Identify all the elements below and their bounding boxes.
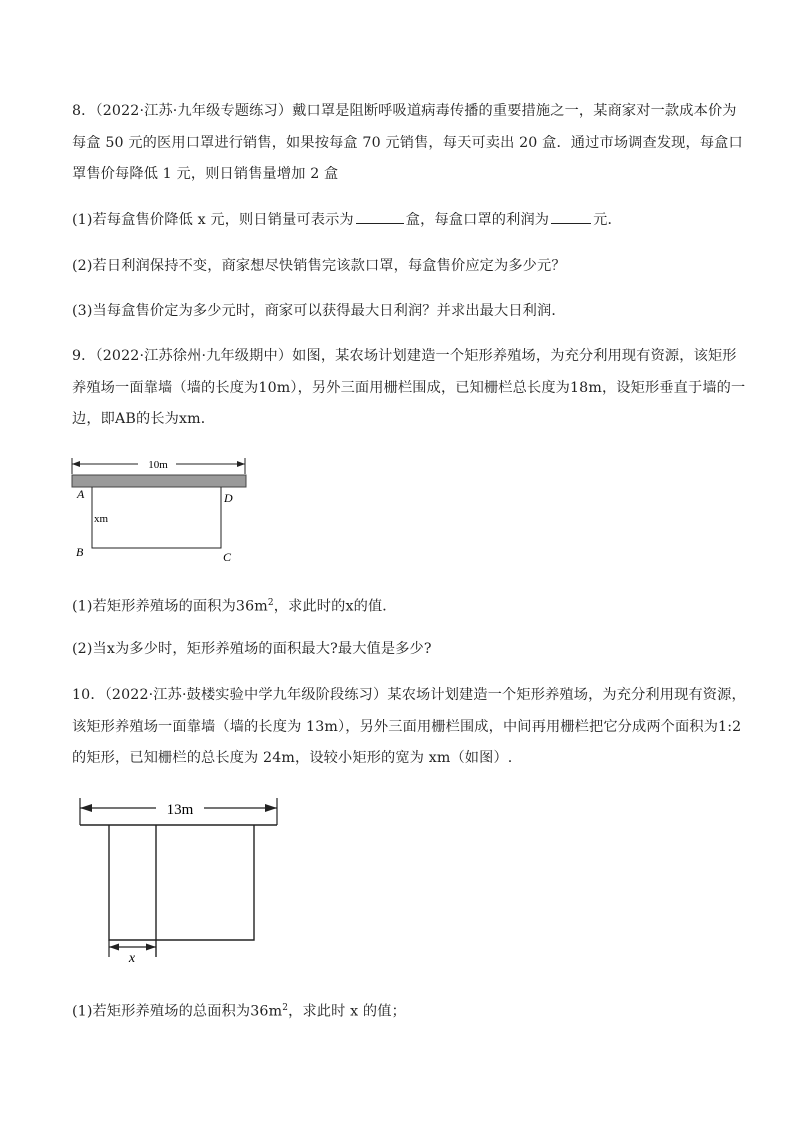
answer-blank-2[interactable] bbox=[551, 222, 591, 224]
q8-part-1 bbox=[72, 210, 622, 230]
q10-outer-fence bbox=[109, 825, 254, 940]
q8-part-1-text-a: (1)若每盒售价降低 x 元，则日销量可表示为 bbox=[72, 212, 354, 228]
q8-line-2: 每盒 50 元的医用口罩进行销售，如果按每盒 70 元销售，每天可卖出 20 盒．通过市场调查发现，每盒口 bbox=[72, 135, 743, 151]
q10-width-label: x bbox=[128, 951, 136, 966]
q10-part-1 bbox=[72, 998, 406, 1022]
q9-point-C: C bbox=[223, 550, 232, 564]
q10-arrowhead-right bbox=[265, 804, 277, 812]
q9-part-1-text-b: ，求此时的x的值． bbox=[273, 598, 397, 615]
q9-figure bbox=[60, 452, 260, 570]
q10-arrowhead-left bbox=[80, 804, 92, 812]
q10-line-2: 该矩形养殖场一面靠墙（墙的长度为 13m），另外三面用栅栏围成，中间再用栅栏把它分成两个面积为1:2 bbox=[72, 719, 742, 735]
q9-part-1-exponent: 2 bbox=[267, 598, 274, 608]
q8-line-3: 罩售价每降低 1 元，则日销售量增加 2 盒 bbox=[72, 166, 339, 182]
q10-line-1: 10．（2022·江苏·鼓楼实验中学九年级阶段练习）某农场计划建造一个矩形养殖场，为充分利用现有资源， bbox=[72, 687, 746, 703]
q9-part-1-text-a: (1)若矩形养殖场的面积为36m bbox=[72, 598, 268, 615]
q9-wall-label: 10m bbox=[148, 459, 168, 471]
answer-blank-1[interactable] bbox=[356, 222, 404, 224]
q9-line-1: 9．（2022·江苏徐州·九年级期中）如图，某农场计划建造一个矩形养殖场，为充分利用现有资源，该矩形 bbox=[72, 348, 737, 364]
q9-arrowhead-left bbox=[72, 461, 80, 467]
q9-point-B: B bbox=[76, 545, 84, 559]
q8-part-1-text-c: 元． bbox=[593, 212, 622, 228]
q9-part-1 bbox=[72, 593, 397, 617]
q9-part-2: (2)当x为多少时，矩形养殖场的面积最大?最大值是多少? bbox=[72, 641, 432, 657]
q10-part-1-text-b: ，求此时 x 的值； bbox=[288, 1003, 406, 1020]
q8-part-2: (2)若日利润保持不变，商家想尽快销售完该款口罩，每盒售价应定为多少元？ bbox=[72, 258, 566, 274]
q9-wall bbox=[72, 475, 246, 487]
q10-wall-label: 13m bbox=[166, 802, 194, 818]
q9-arrowhead-right bbox=[237, 461, 245, 467]
q9-point-A: A bbox=[77, 487, 85, 501]
q9-line-3: 边，即AB的长为xm． bbox=[72, 411, 216, 427]
q10-part-1-text-a: (1)若矩形养殖场的总面积为36m bbox=[72, 1003, 283, 1020]
q10-width-arrowhead-left bbox=[109, 944, 119, 951]
q9-point-D: D bbox=[224, 491, 233, 505]
q9-side-label: xm bbox=[94, 513, 109, 525]
q10-figure bbox=[70, 795, 292, 967]
q9-line-2: 养殖场一面靠墙（墙的长度为10m），另外三面用栅栏围成，已知栅栏总长度为18m，设矩形垂直于墙的一 bbox=[72, 380, 746, 396]
q10-line-3: 的矩形，已知栅栏的总长度为 24m，设较小矩形的宽为 xm（如图）. bbox=[72, 750, 513, 766]
q8-part-1-text-b: 盒，每盒口罩的利润为 bbox=[405, 212, 550, 228]
q10-width-arrowhead-right bbox=[146, 944, 156, 951]
q8-line-1: 8．（2022·江苏·九年级专题练习）戴口罩是阻断呼吸道病毒传播的重要措施之一，某商家对一款成本价为 bbox=[72, 103, 737, 119]
q8-part-3: (3)当每盒售价定为多少元时，商家可以获得最大日利润？并求出最大日利润． bbox=[72, 303, 566, 319]
q10-part-1-exponent: 2 bbox=[282, 1003, 289, 1013]
q9-fence bbox=[92, 487, 221, 548]
